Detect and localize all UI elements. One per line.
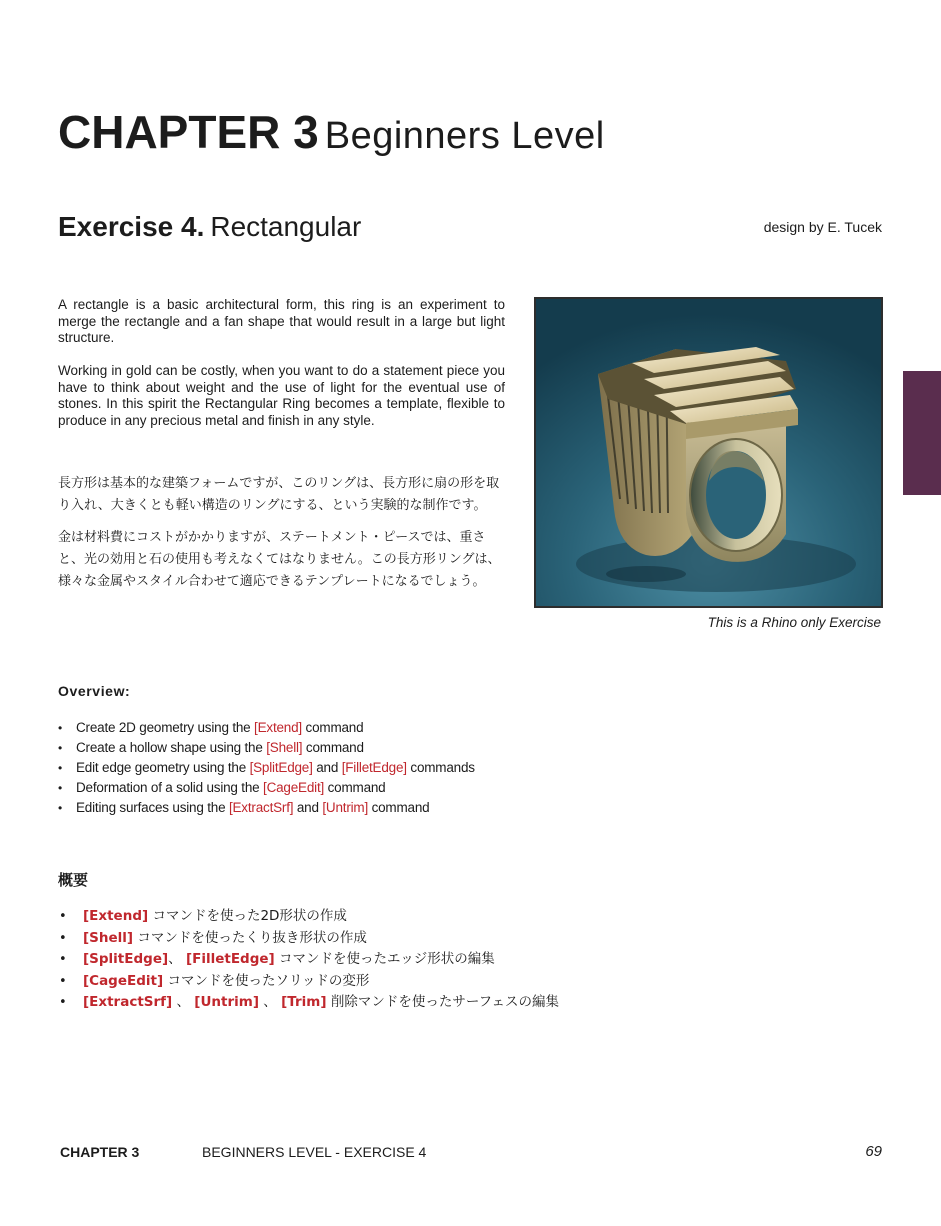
command-name: [Shell] xyxy=(83,929,134,946)
item-text: コマンドを使ったくり抜き形状の作成 xyxy=(133,929,367,946)
item-text: and xyxy=(293,800,323,815)
bullet-icon: • xyxy=(59,995,67,1010)
list-item xyxy=(58,798,578,818)
bullet-icon: • xyxy=(59,952,67,967)
bullet-icon: • xyxy=(58,761,63,775)
command-name: [Untrim] xyxy=(322,800,369,815)
bullet-icon: • xyxy=(58,741,63,755)
exercise-name: Rectangular xyxy=(210,211,362,242)
chapter-number: CHAPTER 3 xyxy=(58,106,319,158)
chapter-level: Beginners Level xyxy=(324,115,605,157)
exercise-number: Exercise 4. xyxy=(58,211,205,242)
overview-list xyxy=(58,718,578,818)
footer-chapter: CHAPTER 3 xyxy=(60,1144,140,1160)
item-text: Create a hollow shape using the xyxy=(76,740,267,755)
command-name: [FilletEdge] xyxy=(185,951,275,967)
item-text: command xyxy=(324,780,386,795)
command-name: [ExtractSrf] xyxy=(83,994,173,1010)
intro-paragraph-2: Working in gold can be costly, when you want to do a statement piece you have to think about weight and the use of light for the eventual use of stones. In this spirit the Rectangular Ring becomes a template, flexible to produce in any precious metal and finish in any style. xyxy=(58,363,505,428)
list-item xyxy=(58,738,578,758)
bullet-icon: • xyxy=(59,909,67,924)
list-item xyxy=(58,971,618,993)
footer-section: BEGINNERS LEVEL - EXERCISE 4 xyxy=(202,1144,427,1160)
list-item xyxy=(58,992,618,1014)
item-text: 、 xyxy=(168,951,186,967)
list-item xyxy=(58,949,618,971)
overview-jp-heading: 概要 xyxy=(58,871,89,889)
command-name: [FilletEdge] xyxy=(341,760,407,775)
item-text: commands xyxy=(406,760,475,775)
figure-caption: This is a Rhino only Exercise xyxy=(707,615,881,630)
item-text: 削除マンドを使ったサーフェスの編集 xyxy=(326,994,559,1010)
list-item xyxy=(58,778,578,798)
command-name: [ExtractSrf] xyxy=(228,800,294,815)
item-text: コマンドを使ったエッジ形状の編集 xyxy=(274,951,495,967)
item-text: command xyxy=(301,720,364,735)
command-name: [Extend] xyxy=(254,720,302,735)
chapter-title xyxy=(58,104,605,164)
exercise-title xyxy=(58,209,361,245)
item-text: and xyxy=(312,760,342,775)
intro-paragraph-jp-1: 長方形は基本的な建築フォームですが、このリングは、長方形に扇の形を取り入れ、大きくとも軽い構造のリングにする、という実験的な制作です。 xyxy=(58,476,500,513)
list-item xyxy=(58,718,578,738)
bullet-icon: • xyxy=(58,721,63,735)
command-name: [Extend] xyxy=(83,908,149,924)
item-text: Edit edge geometry using the xyxy=(76,760,250,775)
list-item xyxy=(58,758,578,778)
item-text: Editing surfaces using the xyxy=(76,800,229,815)
bullet-icon: • xyxy=(59,973,67,989)
list-item xyxy=(58,928,618,950)
command-name: [SplitEdge] xyxy=(249,760,313,775)
overview-heading: Overview: xyxy=(58,683,131,699)
item-text: Create 2D geometry using the xyxy=(76,720,255,735)
command-name: [SplitEdge] xyxy=(83,951,169,967)
chapter-side-tab xyxy=(903,371,941,495)
item-text: command xyxy=(302,740,364,755)
design-credit: design by E. Tucek xyxy=(763,219,882,235)
intro-paragraph-jp-2: 金は材料費にコストがかかりますが、ステートメント・ピースでは、重さと、光の効用と石の使用も考えなくてはなりません。この長方形リングは、様々な金属やスタイル合わせて適応できるテンプレートになるでしょう。 xyxy=(58,530,501,589)
command-name: [Shell] xyxy=(266,740,303,755)
item-text: command xyxy=(368,800,430,815)
bullet-icon: • xyxy=(58,781,63,795)
page-number: 69 xyxy=(865,1143,882,1160)
item-text: 、 xyxy=(259,994,282,1010)
intro-paragraph-1: A rectangle is a basic architectural form, this ring is an experiment to merge the rectangle and a fan shape that would result in a large but light structure. xyxy=(58,297,505,345)
command-name: [CageEdit] xyxy=(263,780,325,795)
command-name: [Trim] xyxy=(281,994,327,1010)
command-name: [CageEdit] xyxy=(83,972,164,989)
bullet-icon: • xyxy=(59,930,67,946)
command-name: [Untrim] xyxy=(194,994,260,1010)
item-text: 、 xyxy=(172,994,195,1010)
list-item xyxy=(58,906,618,928)
item-text: コマンドを使った2D形状の作成 xyxy=(148,908,347,924)
ring-render-image xyxy=(534,297,883,608)
bullet-icon: • xyxy=(58,801,63,815)
item-text: コマンドを使ったソリッドの変形 xyxy=(163,972,370,989)
overview-jp-list xyxy=(58,906,618,1014)
item-text: Deformation of a solid using the xyxy=(76,780,264,795)
